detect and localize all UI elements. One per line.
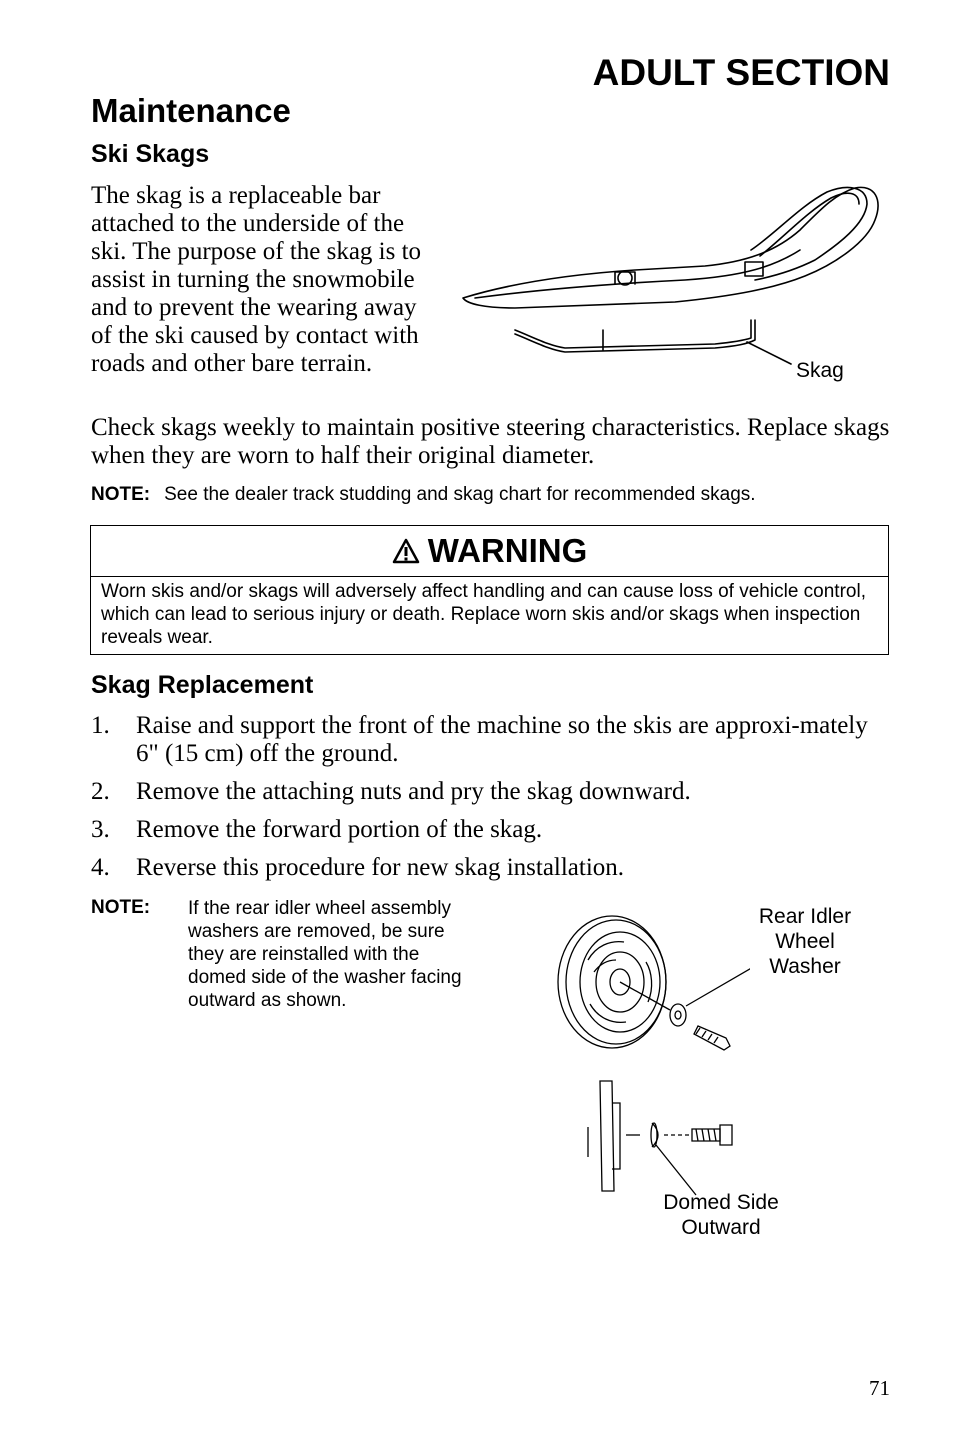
step-text: Raise and support the front of the machine so the skis are approxi-mately 6" (15 cm) off the ground. [136, 712, 868, 767]
step-number: 4. [91, 854, 110, 881]
page-number: 71 [869, 1376, 890, 1400]
note-text: See the dealer track studding and skag chart for recommended skags. [164, 484, 756, 505]
page-title: Maintenance [91, 92, 291, 129]
skag-replacement-heading: Skag Replacement [91, 671, 314, 699]
domed-side-outward-callout-label: Domed Side Outward [663, 1191, 779, 1239]
ski-skags-heading: Ski Skags [91, 140, 210, 168]
idler-wheel-side-illustration [580, 1075, 780, 1200]
section-header: ADULT SECTION [592, 52, 890, 93]
note-label: NOTE: [91, 897, 151, 918]
intro-paragraph: The skag is a replaceable bar attached to the underside of the ski. The purpose of the skag is to assist in turning the snowmobile and to prevent the wearing away of the ski caused by contact with roads and other bare terrain. [91, 182, 422, 377]
replacement-steps-list [91, 712, 891, 892]
note-recommended-skags [91, 484, 911, 506]
list-item [91, 778, 891, 806]
list-item [91, 816, 891, 844]
idler-wheel-front-illustration [550, 910, 750, 1060]
warning-title: WARNING [427, 532, 588, 569]
step-text: Remove the attaching nuts and pry the skag downward. [136, 778, 691, 805]
step-text: Remove the forward portion of the skag. [136, 816, 543, 843]
ski-skag-illustration [455, 180, 885, 380]
note-text: If the rear idler wheel assembly washers are removed, be sure they are reinstalled with the domed side of the washer facing outward as shown. [188, 898, 462, 1011]
list-item [91, 854, 891, 882]
rear-idler-washer-callout-label: Rear Idler Wheel Washer [758, 905, 852, 978]
warning-box [90, 525, 889, 655]
skag-callout-label: Skag [796, 359, 844, 382]
note-label: NOTE: [91, 484, 151, 505]
check-paragraph: Check skags weekly to maintain positive steering characteristics. Replace skags when they are worn to half their original diameter. [91, 414, 890, 469]
warning-body: Worn skis and/or skags will adversely affect handling and can cause loss of vehicle control, which can lead to serious injury or death. Replace worn skis and/or skags when inspection reveals wear. [101, 581, 866, 648]
warning-header [91, 526, 888, 577]
list-item [91, 712, 891, 768]
step-text: Reverse this procedure for new skag installation. [136, 854, 625, 881]
step-number: 1. [91, 712, 110, 739]
step-number: 3. [91, 816, 110, 843]
step-number: 2. [91, 778, 110, 805]
warning-triangle-icon [392, 538, 420, 564]
